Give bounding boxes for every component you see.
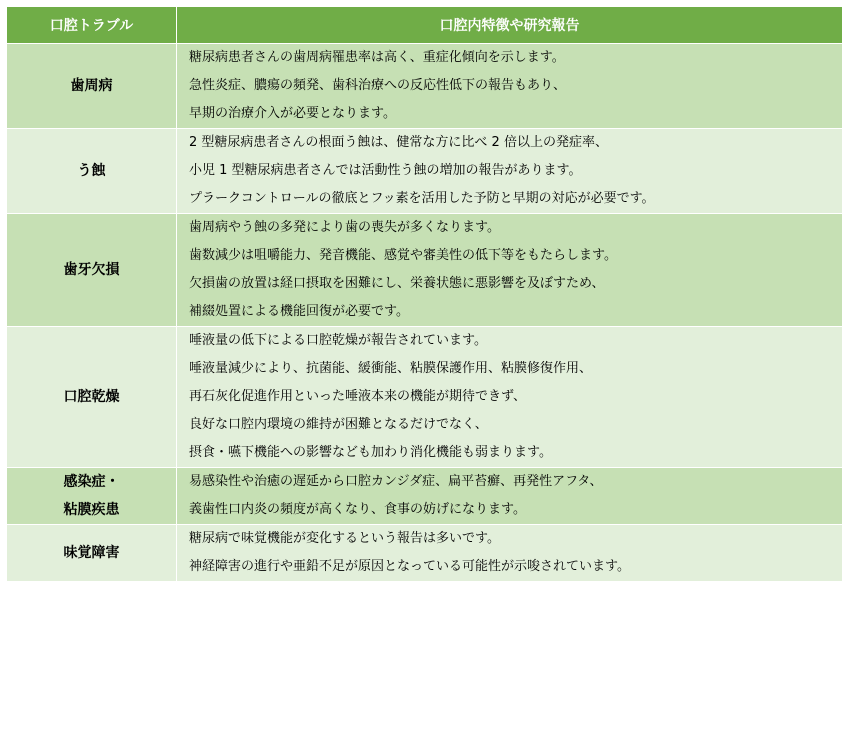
description-line: プラークコントロールの徹底とフッ素を活用した予防と早期の対応が必要です。 [189,191,655,206]
row-label-line: う蝕 [77,163,106,179]
description-line: 糖尿病患者さんの歯周病罹患率は高く、重症化傾向を示します。 [189,50,565,65]
header-features-reports: 口腔内特徴や研究報告 [177,7,843,44]
description-line: 急性炎症、膿瘍の頻発、歯科治療への反応性低下の報告もあり、 [189,78,567,93]
row-tooth-loss [7,214,843,327]
row-label-line: 口腔乾燥 [63,389,120,405]
description-line: 摂食・嚥下機能への影響なども加わり消化機能も弱まります。 [189,445,552,460]
row-label [7,214,177,327]
description-line: 良好な口腔内環境の維持が困難となるだけでなく、 [189,417,488,432]
header-oral-trouble: 口腔トラブル [7,7,177,44]
description-line: 欠損歯の放置は経口摂取を困難にし、栄養状態に悪影響を及ぼすため、 [189,276,605,291]
description-line: 義歯性口内炎の頻度が高くなり、食事の妨げになります。 [189,502,526,517]
row-dry-mouth [7,327,843,468]
row-description [177,525,843,582]
description-line: 2 型糖尿病患者さんの根面う蝕は、健常な方に比べ 2 倍以上の発症率、 [189,135,608,150]
row-label-line: 感染症・ [63,474,120,490]
header-row [7,7,843,44]
row-description [177,327,843,468]
row-description [177,129,843,214]
row-label [7,525,177,582]
row-description [177,44,843,129]
row-label [7,44,177,129]
row-description [177,214,843,327]
row-label-line: 味覚障害 [63,545,120,561]
description-line: 歯数減少は咀嚼能力、発音機能、感覚や審美性の低下等をもたらします。 [189,248,617,263]
oral-trouble-table [6,6,843,582]
description-line: 小児 1 型糖尿病患者さんでは活動性う蝕の増加の報告があります。 [189,163,582,178]
row-description [177,468,843,525]
description-line: 補綴処置による機能回復が必要です。 [189,304,409,319]
description-line: 早期の治療介入が必要となります。 [189,106,396,121]
description-line: 易感染性や治癒の遅延から口腔カンジダ症、扁平苔癬、再発性アフタ、 [189,474,603,489]
description-line: 糖尿病で味覚機能が変化するという報告は多いです。 [189,531,500,546]
row-label [7,327,177,468]
row-taste-disorder [7,525,843,582]
description-line: 唾液量の低下による口腔乾燥が報告されています。 [189,333,487,348]
row-periodontal [7,44,843,129]
row-label [7,129,177,214]
description-line: 唾液量減少により、抗菌能、緩衝能、粘膜保護作用、粘膜修復作用、 [189,361,593,376]
row-label [7,468,177,525]
description-line: 歯周病やう蝕の多発により歯の喪失が多くなります。 [189,220,500,235]
description-line: 再石灰化促進作用といった唾液本来の機能が期待できず、 [189,389,526,404]
row-infection-mucosal [7,468,843,525]
row-label-line: 歯牙欠損 [63,262,120,278]
row-label-line: 粘膜疾患 [63,502,120,518]
row-caries [7,129,843,214]
description-line: 神経障害の進行や亜鉛不足が原因となっている可能性が示唆されています。 [189,559,630,574]
row-label-line: 歯周病 [70,78,113,94]
